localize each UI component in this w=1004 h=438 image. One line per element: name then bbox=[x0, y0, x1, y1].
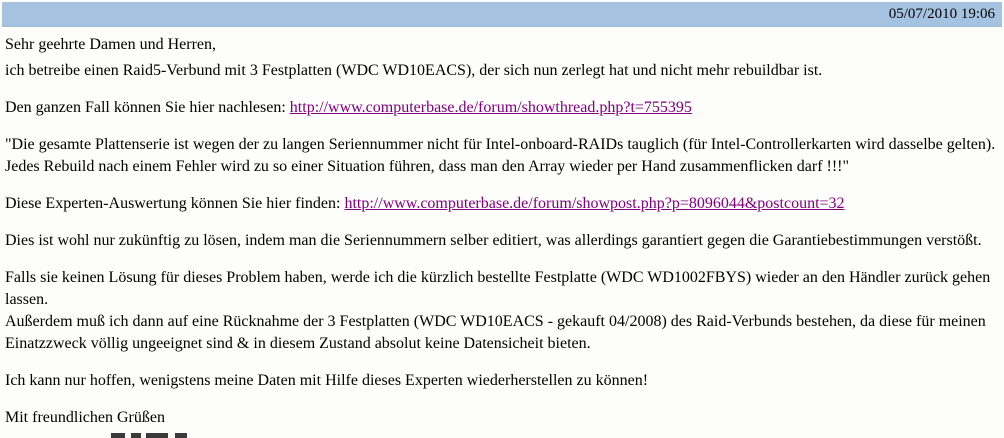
quote-line-1: "Die gesamte Plattenserie ist wegen der zu langen Seriennummer nicht für Intel-onboard-RAIDs tauglich (für Intel-Controllerkarten wird dasselbe gelten). bbox=[5, 136, 996, 153]
future-fix-paragraph: Dies ist wohl nur zukünftig zu lösen, indem man die Seriennummern selber editiert, was allerdings garantiert gegen die Garantiebestimmungen verstößt. bbox=[5, 232, 982, 249]
expert-link-paragraph bbox=[5, 193, 996, 215]
quote-paragraph bbox=[5, 134, 996, 178]
case-thread-link[interactable]: http://www.computerbase.de/forum/showthread.php?t=755395 bbox=[289, 99, 692, 116]
quote-line-2: Jedes Rebuild nach einem Fehler wird zu so einer Situation führen, dass man den Array wieder per Hand zusammenflicken darf !!!" bbox=[5, 158, 850, 175]
greeting-line: Sehr geehrte Damen und Herren, bbox=[5, 36, 217, 53]
clipped-text-mark bbox=[175, 433, 187, 438]
clipped-text-mark bbox=[131, 433, 141, 438]
message-timestamp: 05/07/2010 19:06 bbox=[888, 5, 995, 22]
clipped-text-mark bbox=[111, 433, 125, 438]
case-link-prefix: Den ganzen Fall können Sie hier nachlesen: bbox=[5, 99, 290, 116]
message-header-bar bbox=[2, 2, 1002, 27]
hope-paragraph: Ich kann nur hoffen, wenigstens meine Daten mit Hilfe dieses Experten wiederherstellen zu können! bbox=[5, 372, 649, 389]
clipped-text-mark bbox=[146, 433, 168, 438]
message-body bbox=[0, 27, 1004, 438]
expert-post-link[interactable]: http://www.computerbase.de/forum/showpost.php?p=8096044&postcount=32 bbox=[344, 195, 845, 212]
return-line-3: Einatzzweck völlig ungeeignet sind & in diesem Zustand absolut keine Datensicheit bieten. bbox=[5, 335, 591, 352]
return-line-1: Falls sie keinen Lösung für dieses Problem haben, werde ich die kürzlich bestellte Festplatte (WDC WD1002FBYS) wieder an den Händler zurück gehen lassen. bbox=[5, 269, 991, 308]
intro-paragraph: ich betreibe einen Raid5-Verbund mit 3 Festplatten (WDC WD10EACS), der sich nun zerlegt hat und nicht mehr rebuildbar ist. bbox=[5, 62, 823, 79]
clipped-signature-fragment bbox=[111, 433, 996, 438]
case-link-paragraph bbox=[5, 97, 996, 119]
closing-line: Mit freundlichen Grüßen bbox=[5, 409, 165, 426]
return-paragraph bbox=[5, 267, 996, 355]
return-line-2: Außerdem muß ich dann auf eine Rücknahme der 3 Festplatten (WDC WD10EACS - gekauft 04/2008) des Raid-Verbunds bestehen, da diese für meinen bbox=[5, 313, 986, 330]
expert-link-prefix: Diese Experten-Auswertung können Sie hier finden: bbox=[5, 195, 345, 212]
